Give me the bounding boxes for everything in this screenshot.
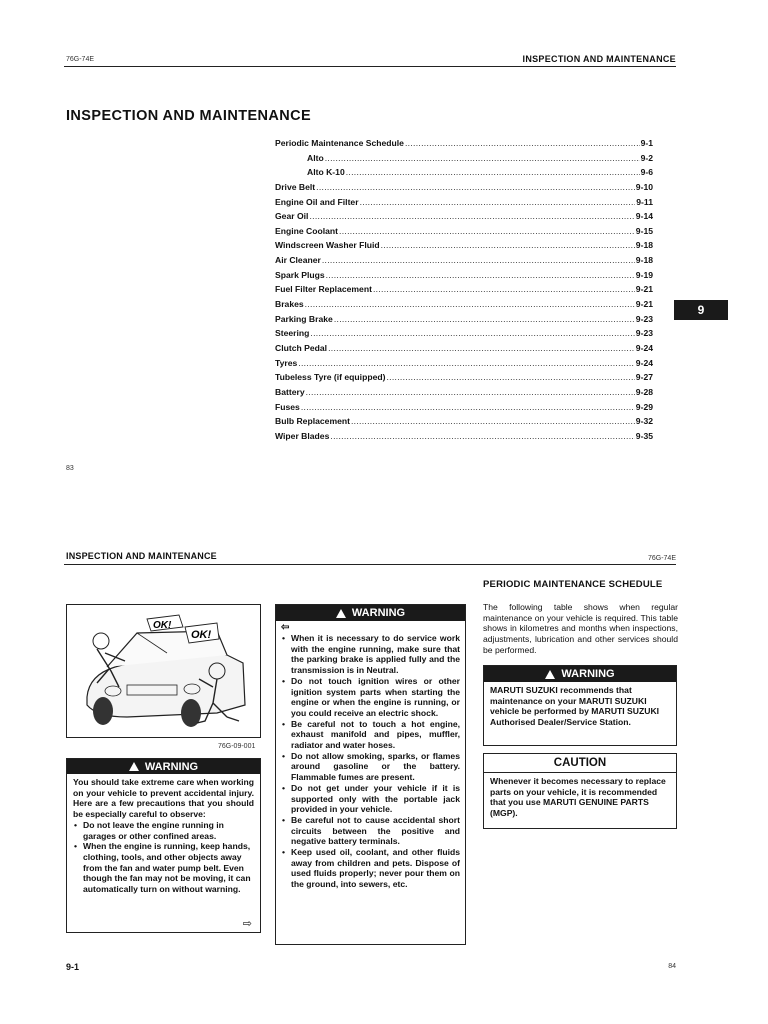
toc-entry xyxy=(275,416,653,431)
toc-entry-page: 9-21 xyxy=(635,299,653,310)
right-warning-box xyxy=(483,665,677,746)
toc-entry xyxy=(275,299,653,314)
toc-entry xyxy=(275,372,653,387)
toc-entry xyxy=(275,211,653,226)
mechanics-illustration xyxy=(67,605,260,737)
right-warning-text: MARUTI SUZUKI recommends that maintenance on your MARUTI SUZUKI vehicle be performed by MARUTI SUZUKI Authorised Dealer/Service Station. xyxy=(490,685,660,728)
running-header-bottom: INSPECTION AND MAINTENANCE xyxy=(66,551,217,561)
toc-entry-page: 9-11 xyxy=(636,196,653,207)
toc-entry xyxy=(275,358,653,373)
running-header-top: INSPECTION AND MAINTENANCE xyxy=(522,54,676,64)
continued-arrow-icon: ⇦ xyxy=(281,622,290,633)
toc-entry-label: Parking Brake xyxy=(275,313,333,324)
toc-entry xyxy=(275,328,653,343)
warning-bullet-item: • When the engine is running, keep hands, clothing, tools, and other objects away from the fan and water pump belt. Even though the fan may not be moving, it can automatically turn on without warning. xyxy=(73,841,254,895)
section-heading: PERIODIC MAINTENANCE SCHEDULE xyxy=(483,579,663,590)
toc-leader-dots xyxy=(310,328,634,338)
toc-entry-label: Engine Oil and Filter xyxy=(275,196,359,207)
toc-leader-dots xyxy=(334,314,635,324)
toc-leader-dots xyxy=(339,226,635,236)
toc-entry-label: Alto K-10 xyxy=(307,167,345,178)
toc-entry-page: 9-18 xyxy=(635,240,653,251)
toc-leader-dots xyxy=(405,138,640,148)
toc-entry-label: Gear Oil xyxy=(275,211,309,222)
warning-bullet-item: • Do not get under your vehicle if it is supported only with the portable jack provided in your vehicle. xyxy=(281,783,460,815)
doc-code-bottom: 76G-74E xyxy=(647,555,676,562)
warning-bullet-item: • Do not allow smoking, sparks, or flames around gasoline or the battery. Flammable fumes are present. xyxy=(281,751,460,783)
caution-label: CAUTION xyxy=(484,754,676,773)
right-warning-bar xyxy=(484,666,676,682)
toc-entry xyxy=(275,343,653,358)
warning-bullet-item: • When it is necessary to do service work with the engine running, make sure that the parking brake is applied fully and the transmission is in Neutral. xyxy=(281,633,460,676)
speech-ok-1: OK! xyxy=(153,620,172,631)
toc-leader-dots xyxy=(386,372,634,382)
toc-leader-dots xyxy=(309,211,634,221)
warning-bullet-item: • Do not leave the engine running in garages or other confined areas. xyxy=(73,820,254,841)
middle-warning-list xyxy=(281,633,460,890)
left-warning-list xyxy=(73,820,254,895)
toc-entry-page: 9-27 xyxy=(635,372,653,383)
table-of-contents xyxy=(275,138,653,445)
left-warning-label: WARNING xyxy=(144,760,199,773)
toc-entry xyxy=(275,153,653,168)
warning-bullet-item: • Be careful not to touch a hot engine, exhaust manifold and pipes, muffler, radiator and water hoses. xyxy=(281,719,460,751)
toc-entry-page: 9-15 xyxy=(635,225,653,236)
toc-entry-label: Periodic Maintenance Schedule xyxy=(275,138,404,148)
toc-leader-dots xyxy=(360,197,636,207)
toc-leader-dots xyxy=(330,431,634,441)
toc-entry xyxy=(275,270,653,285)
warning-triangle-icon xyxy=(129,762,139,771)
caution-box xyxy=(483,753,677,829)
toc-entry-page: 9-19 xyxy=(635,269,653,280)
speech-ok-2: OK! xyxy=(191,629,212,641)
page-number-83: 83 xyxy=(66,465,74,472)
toc-entry-label: Drive Belt xyxy=(275,181,316,192)
toc-entry-page: 9-6 xyxy=(640,167,653,178)
toc-entry-page: 9-1 xyxy=(640,138,653,148)
toc-leader-dots xyxy=(325,153,640,163)
doc-code-top: 76G-74E xyxy=(66,56,95,63)
toc-entry-label: Spark Plugs xyxy=(275,269,325,280)
toc-leader-dots xyxy=(298,358,635,368)
toc-entry xyxy=(275,284,653,299)
toc-leader-dots xyxy=(346,167,640,177)
toc-entry-label: Bulb Replacement xyxy=(275,416,350,427)
toc-entry xyxy=(275,402,653,417)
toc-entry-label: Steering xyxy=(275,328,310,339)
toc-entry-label: Alto xyxy=(307,152,324,163)
toc-entry-page: 9-21 xyxy=(635,284,653,295)
toc-leader-dots xyxy=(381,240,635,250)
left-warning-bar xyxy=(67,759,260,774)
toc-entry-page: 9-2 xyxy=(640,152,653,163)
toc-leader-dots xyxy=(316,182,635,192)
toc-entry-label: Wiper Blades xyxy=(275,430,330,441)
illustration-frame xyxy=(66,604,261,738)
toc-leader-dots xyxy=(373,284,635,294)
chapter-title: INSPECTION AND MAINTENANCE xyxy=(66,108,312,124)
figure-caption: 76G-09-001 xyxy=(218,743,256,750)
toc-leader-dots xyxy=(305,299,635,309)
toc-entry-page: 9-14 xyxy=(635,211,653,222)
header-rule-bottom xyxy=(64,564,676,565)
toc-entry-page: 9-24 xyxy=(635,342,653,353)
warning-bullet-item: • Keep used oil, coolant, and other fluids away from children and pets. Dispose of used fluids properly; never pour them on the ground, into sewers, etc. xyxy=(281,847,460,890)
toc-entry xyxy=(275,226,653,241)
toc-entry-label: Air Cleaner xyxy=(275,255,321,266)
page-number-84: 84 xyxy=(668,963,676,970)
toc-entry xyxy=(275,255,653,270)
left-warning-box xyxy=(66,758,261,933)
toc-entry-label: Windscreen Washer Fluid xyxy=(275,240,380,251)
toc-leader-dots xyxy=(328,343,635,353)
toc-leader-dots xyxy=(301,402,635,412)
section-tab: 9 xyxy=(674,300,728,320)
toc-entry xyxy=(275,431,653,446)
toc-entry-label: Engine Coolant xyxy=(275,225,339,236)
toc-entry-label: Tubeless Tyre (if equipped) xyxy=(275,372,386,383)
toc-entry-label: Battery xyxy=(275,386,305,397)
warning-triangle-icon xyxy=(545,670,555,679)
toc-entry xyxy=(275,240,653,255)
warning-bullet-item: • Do not touch ignition wires or other ignition system parts when starting the engine or when the engine is running, or you could receive an electric shock. xyxy=(281,676,460,719)
toc-entry xyxy=(275,387,653,402)
middle-warning-label: WARNING xyxy=(351,607,406,619)
toc-entry-label: Brakes xyxy=(275,299,304,310)
warning-bullet-item: • Be careful not to cause accidental short circuits between the positive and negative battery terminals. xyxy=(281,815,460,847)
page-number-left: 9-1 xyxy=(66,962,80,972)
caution-text: Whenever it becomes necessary to replace parts on your vehicle, it is recommended that you use MARUTI GENUINE PARTS (MGP). xyxy=(490,776,666,819)
toc-entry xyxy=(275,197,653,212)
toc-entry-page: 9-29 xyxy=(635,401,653,412)
left-warning-intro: You should take extreme care when working on your vehicle to prevent accidental injury. Here are a few precautions that you should be especially careful to observe: xyxy=(73,777,254,820)
toc-entry-label: Fuel Filter Replacement xyxy=(275,284,372,295)
toc-entry-label: Tyres xyxy=(275,357,298,368)
toc-entry-page: 9-23 xyxy=(635,328,653,339)
continue-arrow-icon: ⇨ xyxy=(242,918,252,930)
right-warning-label: WARNING xyxy=(561,668,615,680)
toc-entry-page: 9-10 xyxy=(635,181,653,192)
header-rule-top xyxy=(64,66,676,67)
toc-leader-dots xyxy=(322,255,635,265)
middle-warning-bar xyxy=(276,605,465,621)
toc-leader-dots xyxy=(326,270,635,280)
toc-entry-page: 9-24 xyxy=(635,357,653,368)
toc-entry-page: 9-28 xyxy=(635,386,653,397)
toc-entry-page: 9-32 xyxy=(635,416,653,427)
warning-triangle-icon xyxy=(336,609,346,618)
toc-entry xyxy=(275,182,653,197)
toc-entry xyxy=(275,314,653,329)
toc-entry-page: 9-18 xyxy=(635,255,653,266)
schedule-intro: The following table shows when regular maintenance on your vehicle is required. This table shows in kilometres and months when inspections, adjustments, lubrication and other services should be performed. xyxy=(483,602,678,655)
toc-entry-label: Clutch Pedal xyxy=(275,342,328,353)
toc-entry-page: 9-35 xyxy=(635,430,653,441)
middle-warning-box xyxy=(275,604,466,945)
toc-entry-page: 9-23 xyxy=(635,313,653,324)
toc-entry xyxy=(275,138,653,153)
toc-entry xyxy=(275,167,653,182)
toc-leader-dots xyxy=(351,416,635,426)
toc-leader-dots xyxy=(306,387,635,397)
toc-entry-label: Fuses xyxy=(275,401,300,412)
